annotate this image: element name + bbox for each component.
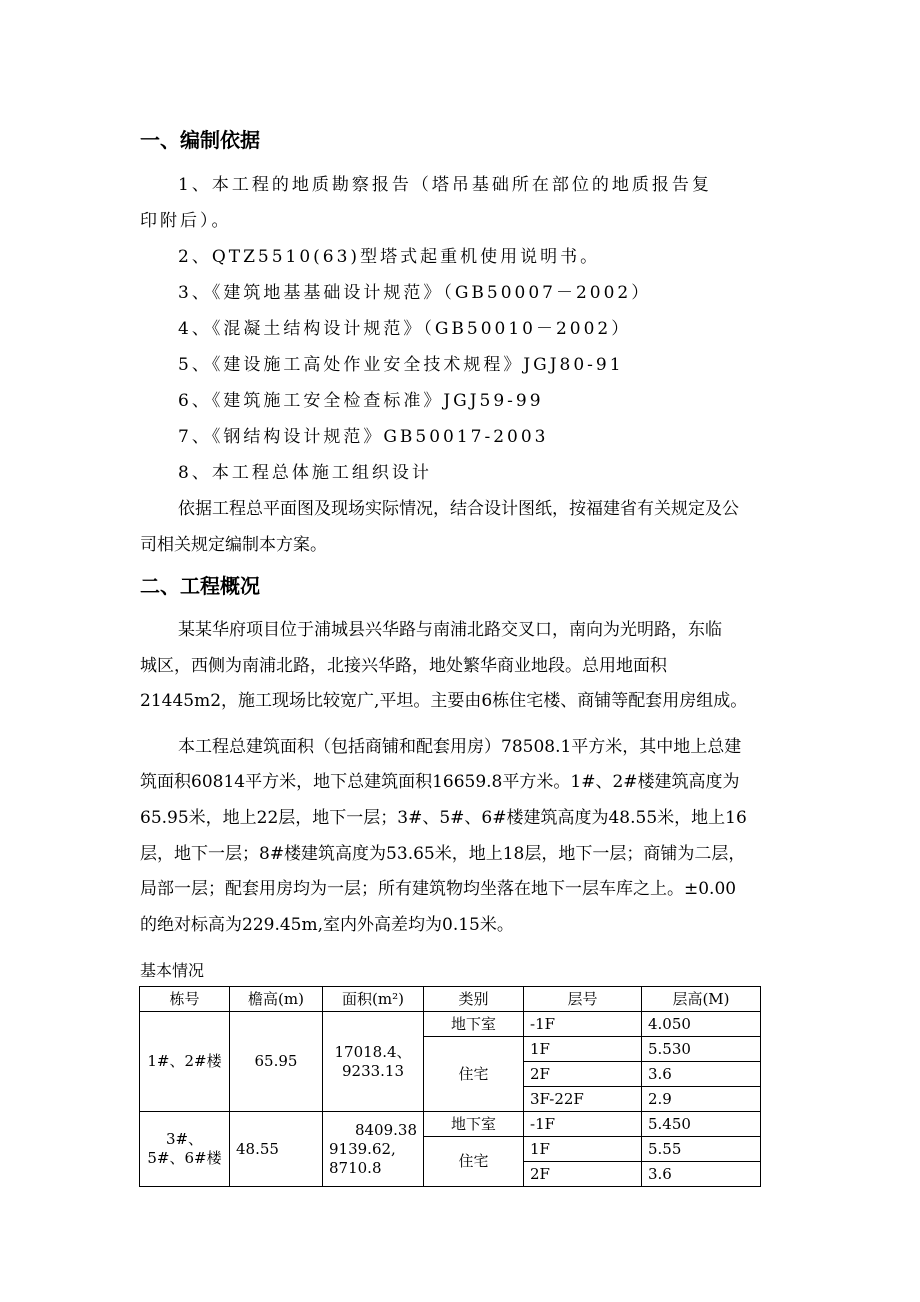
cell-floor-height: 4.050 [642, 1012, 761, 1037]
cell-area [323, 1112, 424, 1187]
overview-para2-line5: 局部一层；配套用房均为一层；所有建筑物均坐落在地下一层车库之上。±0.00 [140, 879, 737, 899]
basis-paragraph-line2: 司相关规定编制本方案。 [140, 535, 327, 555]
cell-floor: 1F [524, 1137, 642, 1162]
cell-category: 地下室 [424, 1012, 524, 1037]
overview-para2-line3: 65.95米，地上22层，地下一层；3#、5#、6#楼建筑高度为48.55米，地上16 [140, 808, 747, 828]
cell-building: 1#、2#楼 [140, 1012, 230, 1112]
overview-para2-line6: 的绝对标高为229.45m,室内外高差均为0.15米。 [140, 915, 514, 935]
basis-item-7: 7、《钢结构设计规范》GB50017-2003 [178, 427, 549, 447]
cell-floor-height: 2.9 [642, 1087, 761, 1112]
building-line: 5#、6#楼 [147, 1149, 222, 1167]
cell-eave-height: 48.55 [230, 1112, 323, 1187]
cell-floor: 3F-22F [524, 1087, 642, 1112]
overview-para2-line1: 本工程总建筑面积（包括商铺和配套用房）78508.1平方米，其中地上总建 [178, 737, 742, 757]
overview-para1-line2: 城区，西侧为南浦北路，北接兴华路，地处繁华商业地段。总用地面积 [140, 656, 667, 676]
building-line: 3#、 [165, 1130, 204, 1148]
basis-item-2: 2、QTZ5510(63)型塔式起重机使用说明书。 [178, 247, 601, 267]
cell-floor: 2F [524, 1162, 642, 1187]
header-eave-height: 檐高(m) [230, 987, 323, 1012]
cell-floor-height: 5.55 [642, 1137, 761, 1162]
basis-item-6: 6、《建筑施工安全检查标准》JGJ59-99 [178, 391, 544, 411]
area-line: 9233.13 [341, 1061, 405, 1080]
overview-para2-line4: 层，地下一层；8#楼建筑高度为53.65米，地上18层，地下一层；商铺为二层， [140, 844, 746, 864]
basis-item-3: 3、《建筑地基基础设计规范》（GB50007－2002） [178, 283, 652, 303]
cell-floor-height: 3.6 [642, 1162, 761, 1187]
cell-floor: 2F [524, 1062, 642, 1087]
cell-floor: 1F [524, 1037, 642, 1062]
table-row [140, 1012, 761, 1037]
area-line: 9139.62, [329, 1139, 396, 1158]
cell-category: 住宅 [424, 1037, 524, 1112]
cell-floor-height: 5.530 [642, 1037, 761, 1062]
table-row [140, 1112, 761, 1137]
header-floor: 层号 [524, 987, 642, 1012]
cell-area [323, 1012, 424, 1112]
section-title-basis: 一、编制依据 [140, 128, 260, 152]
basis-item-4: 4、《混凝土结构设计规范》（GB50010－2002） [178, 319, 632, 339]
header-category: 类别 [424, 987, 524, 1012]
area-line: 8409.38 [354, 1120, 417, 1139]
basis-item-8: 8、本工程总体施工组织设计 [178, 463, 432, 483]
cell-floor: -1F [524, 1012, 642, 1037]
basis-paragraph-line1: 依据工程总平面图及现场实际情况，结合设计图纸，按福建省有关规定及公 [178, 499, 739, 519]
section-title-overview: 二、工程概况 [140, 574, 260, 598]
cell-floor-height: 5.450 [642, 1112, 761, 1137]
area-line: 8710.8 [329, 1158, 382, 1177]
overview-para1-line1: 某某华府项目位于浦城县兴华路与南浦北路交叉口，南向为光明路，东临 [178, 620, 722, 640]
basic-info-table [139, 986, 761, 1187]
cell-eave-height: 65.95 [230, 1012, 323, 1112]
cell-floor: -1F [524, 1112, 642, 1137]
basis-item-5: 5、《建设施工高处作业安全技术规程》JGJ80-91 [178, 355, 624, 375]
cell-category: 地下室 [424, 1112, 524, 1137]
basis-item-1: 1、本工程的地质勘察报告（塔吊基础所在部位的地质报告复 [178, 175, 712, 195]
overview-para1-line3: 21445m2，施工现场比较宽广,平坦。主要由6栋住宅楼、商铺等配套用房组成。 [140, 691, 748, 711]
cell-floor-height: 3.6 [642, 1062, 761, 1087]
table-caption: 基本情况 [140, 961, 205, 980]
area-line: 17018.4、 [334, 1042, 412, 1061]
table-header-row [140, 987, 761, 1012]
overview-para2-line2: 筑面积60814平方米，地下总建筑面积16659.8平方米。1#、2#楼建筑高度为 [140, 772, 740, 792]
header-building: 栋号 [140, 987, 230, 1012]
cell-building [140, 1112, 230, 1187]
header-floor-height: 层高(M) [642, 987, 761, 1012]
basis-item-1-cont: 印附后）。 [140, 211, 232, 231]
cell-category: 住宅 [424, 1137, 524, 1187]
header-area: 面积(m²) [323, 987, 424, 1012]
